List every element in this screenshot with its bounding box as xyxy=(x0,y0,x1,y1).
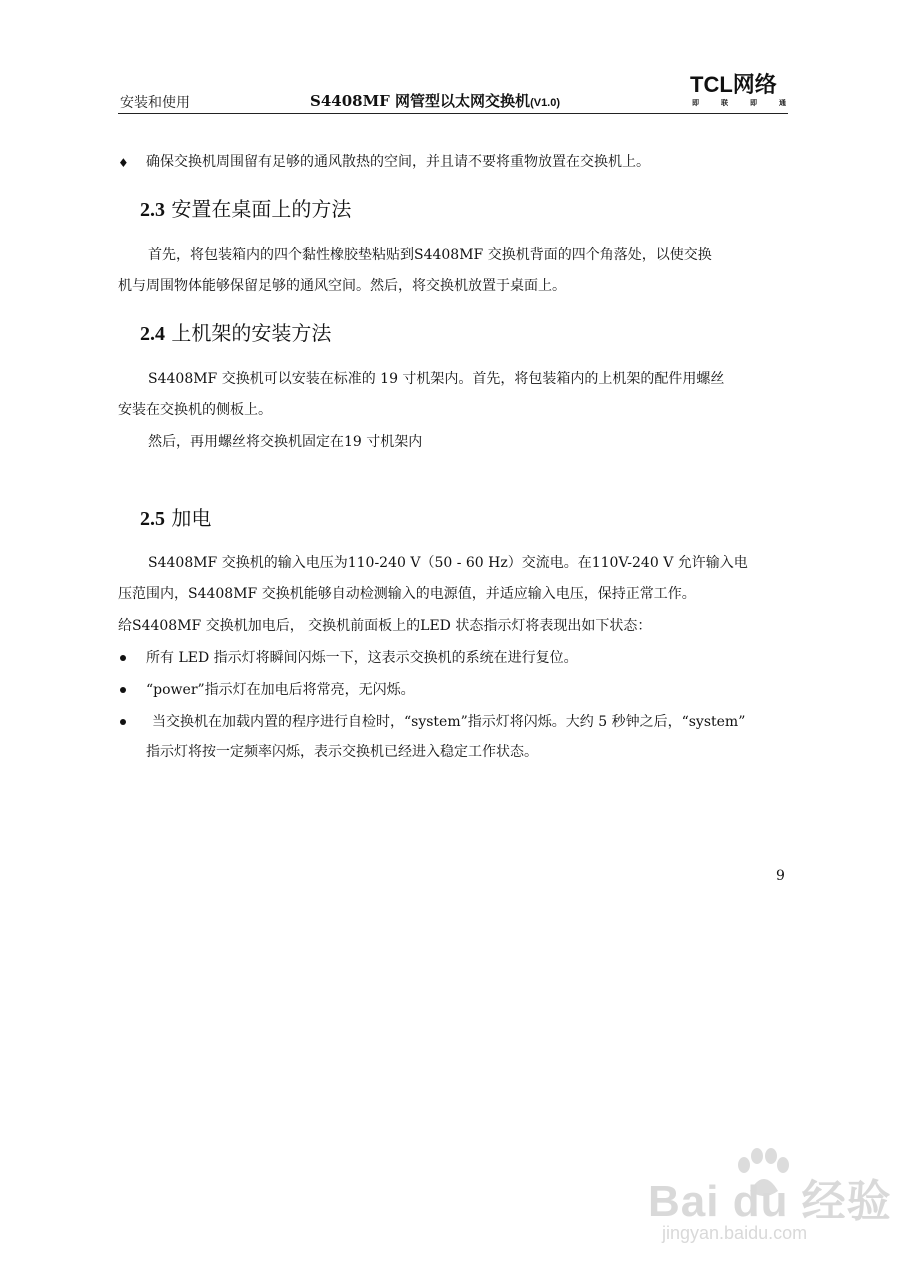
baidu-jingyan-watermark xyxy=(640,1145,892,1255)
section-heading-2-3 xyxy=(140,196,351,223)
paragraph-line: S4408MF 交换机的输入电压为110-240 V（50 - 60 Hz）交流电。在110V-240 V 允许输入电 xyxy=(148,555,748,571)
logo-slogan-char: 即 xyxy=(750,100,757,107)
page-number: 9 xyxy=(776,868,785,884)
bullet-dot-icon xyxy=(120,687,126,693)
list-item: 当交换机在加载内置的程序进行自检时，“system”指示灯将闪烁。大约 5 秒钟之后，“system” xyxy=(152,714,746,730)
header-title-text: S4408MF 网管型以太网交换机 xyxy=(310,92,531,110)
diamond-bullet-icon: ♦ xyxy=(118,156,129,170)
logo-slogan-char: 即 xyxy=(692,100,699,107)
paragraph-line: 给S4408MF 交换机加电后， 交换机前面板上的LED 状态指示灯将表现出如下状态： xyxy=(118,618,652,634)
logo-slogan xyxy=(692,98,786,108)
section-title: 加电 xyxy=(171,506,212,530)
header-section-label: 安装和使用 xyxy=(120,95,190,111)
tcl-logo xyxy=(690,74,790,110)
paragraph-line: S4408MF 交换机可以安装在标准的 19 寸机架内。首先，将包装箱内的上机架的配件用螺丝 xyxy=(148,371,725,387)
section-number: 2.3 xyxy=(140,199,165,221)
paragraph-line: 首先，将包装箱内的四个黏性橡胶垫粘贴到S4408MF 交换机背面的四个角落处，以使交换 xyxy=(148,247,712,263)
list-item: 所有 LED 指示灯将瞬间闪烁一下，这表示交换机的系统在进行复位。 xyxy=(146,650,578,666)
list-item-continuation: 指示灯将按一定频率闪烁，表示交换机已经进入稳定工作状态。 xyxy=(146,744,538,760)
paragraph-line: 机与周围物体能够保留足够的通风空间。然后，将交换机放置于桌面上。 xyxy=(118,278,566,294)
paragraph-line: 安装在交换机的侧板上。 xyxy=(118,402,272,418)
section-number: 2.4 xyxy=(140,323,165,345)
paragraph-line: 然后，再用螺丝将交换机固定在19 寸机架内 xyxy=(148,434,423,450)
section-number: 2.5 xyxy=(140,508,165,530)
section-heading-2-4 xyxy=(140,320,331,347)
watermark-brand: Bai du 经验 xyxy=(648,1177,892,1226)
section-heading-2-5 xyxy=(140,505,211,532)
paragraph-line: 压范围内，S4408MF 交换机能够自动检测输入的电源值，并适应输入电压，保持正常工作。 xyxy=(118,586,696,602)
section-title: 安置在桌面上的方法 xyxy=(171,197,352,221)
header-version: (V1.0) xyxy=(530,97,561,109)
header-document-title xyxy=(310,90,560,111)
bullet-dot-icon xyxy=(120,655,126,661)
logo-main-text: TCL网络 xyxy=(690,72,777,97)
bullet-dot-icon xyxy=(120,719,126,725)
section-title: 上机架的安装方法 xyxy=(171,321,332,345)
header-divider xyxy=(118,113,788,114)
logo-slogan-char: 通 xyxy=(779,100,786,107)
logo-slogan-char: 联 xyxy=(721,100,728,107)
paragraph-line: 确保交换机周围留有足够的通风散热的空间，并且请不要将重物放置在交换机上。 xyxy=(146,154,650,170)
list-item: “power”指示灯在加电后将常亮，无闪烁。 xyxy=(146,682,415,698)
watermark-url: jingyan.baidu.com xyxy=(662,1223,808,1243)
